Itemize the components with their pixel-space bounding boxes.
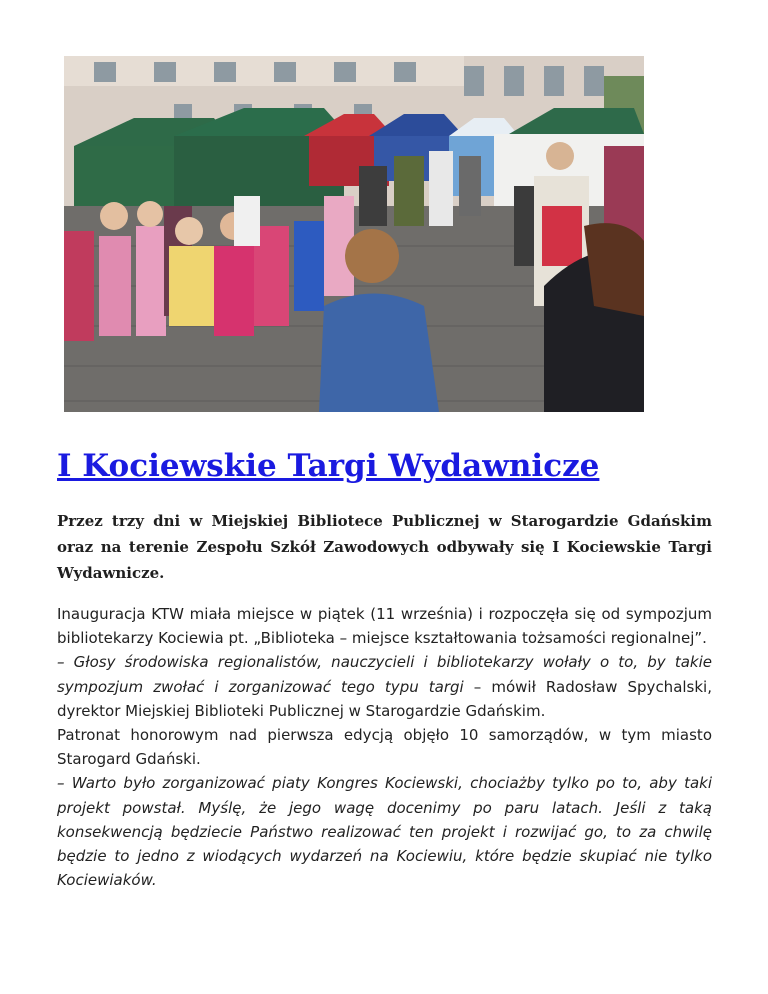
paragraph-quote-spychalski (57, 650, 712, 723)
quote-spychalski: – Głosy środowiska regionalistów, nauczycieli i bibliotekarzy wołały o to, by takie sympozjum zwołać i zorganizować tego typu targi (57, 653, 712, 696)
article-photo (64, 56, 644, 412)
article-lead: Przez trzy dni w Miejskiej Bibliotece Publicznej w Starogardzie Gdańskim oraz na terenie Zespołu Szkół Zawodowych odbywały się I Kociewskie Targi Wydawnicze. (57, 512, 712, 582)
quote-attribution: – mówił Radosław Spychalski, dyrektor Miejskiej Biblioteki Publicznej w Starogardzie Gdańskim. (57, 677, 712, 720)
article-title-link[interactable]: I Kociewskie Targi Wydawnicze (57, 448, 600, 484)
paragraph-quote-congress: – Warto było zorganizować piaty Kongres Kociewski, chociażby tylko po to, aby taki projekt powstał. Myślę, że jego wagę docenimy po paru latach. Jeśli z taką konsekwencją będziecie Państwo realizować ten projekt i rozwijać go, to za chwilę będzie to jedno z wiodących wydarzeń na Kociewiu, które będzie skupiać nie tylko Kociewiaków. (57, 774, 712, 890)
festival-photo-image (64, 56, 644, 412)
article-body (57, 602, 712, 892)
paragraph-inauguration: Inauguracja KTW miała miejsce w piątek (11 września) i rozpoczęła się od sympozjum bibliotekarzy Kociewia pt. „Biblioteka – miejsce kształtowania tożsamości regionalnej”. (57, 605, 712, 648)
paragraph-patronage: Patronat honorowym nad pierwsza edycją objęło 10 samorządów, w tym miasto Starogard Gdański. (57, 726, 712, 769)
